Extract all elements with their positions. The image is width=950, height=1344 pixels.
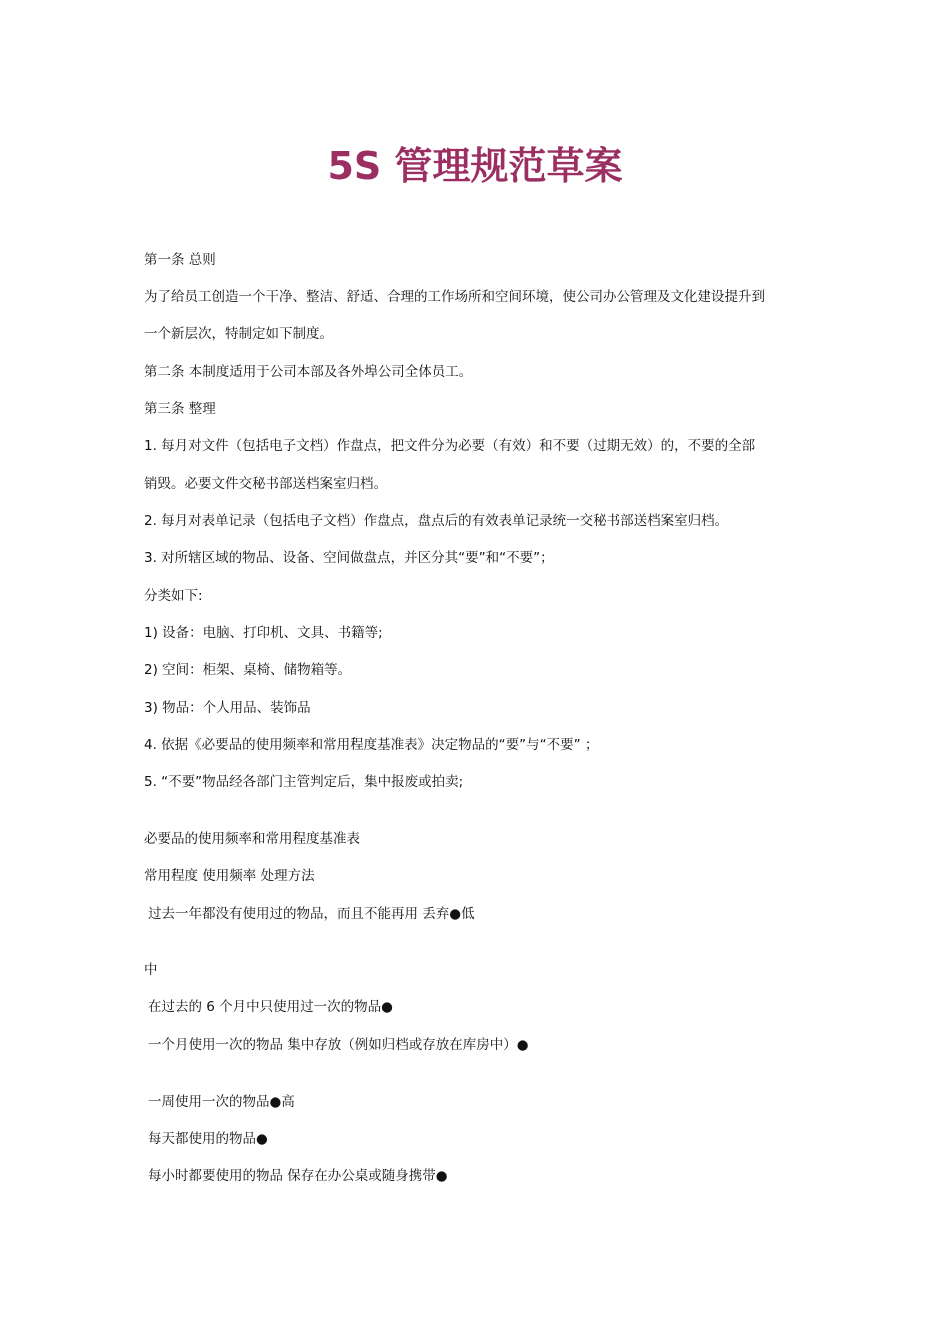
table-caption: 必要品的使用频率和常用程度基准表 bbox=[144, 831, 360, 847]
table-row-line: 每天都使用的物品● bbox=[148, 1131, 268, 1147]
paragraph-line: 第二条 本制度适用于公司本部及各外埠公司全体员工。 bbox=[144, 364, 473, 380]
paragraph-line: 第三条 整理 bbox=[144, 401, 216, 417]
paragraph-line: 3) 物品：个人用品、装饰品 bbox=[144, 700, 311, 716]
paragraph-line: 第一条 总则 bbox=[144, 252, 216, 268]
paragraph-line: 为了给员工创造一个干净、整洁、舒适、合理的工作场所和空间环境，使公司办公管理及文化建设提升到 bbox=[144, 289, 765, 305]
paragraph-line: 5. “不要”物品经各部门主管判定后，集中报废或拍卖; bbox=[144, 774, 464, 790]
paragraph-line: 2. 每月对表单记录（包括电子文档）作盘点，盘点后的有效表单记录统一交秘书部送档案室归档。 bbox=[144, 513, 729, 529]
paragraph-line: 销毁。必要文件交秘书部送档案室归档。 bbox=[144, 476, 387, 492]
paragraph-line: 1. 每月对文件（包括电子文档）作盘点，把文件分为必要（有效）和不要（过期无效）的，不要的全部 bbox=[144, 438, 756, 454]
paragraph-line: 分类如下: bbox=[144, 588, 203, 604]
table-row-line: 中 bbox=[144, 962, 158, 978]
table-row-line: 每小时都要使用的物品 保存在办公桌或随身携带● bbox=[148, 1168, 448, 1184]
paragraph-line: 2) 空间：柜架、桌椅、储物箱等。 bbox=[144, 662, 352, 678]
table-row-line: 过去一年都没有使用过的物品，而且不能再用 丢弃●低 bbox=[148, 906, 475, 922]
document-title: 5S 管理规范草案 bbox=[327, 144, 623, 188]
paragraph-line: 4. 依据《必要品的使用频率和常用程度基准表》决定物品的“要”与“不要” ； bbox=[144, 737, 599, 753]
table-row-line: 一个月使用一次的物品 集中存放（例如归档或存放在库房中）● bbox=[148, 1037, 529, 1053]
paragraph-line: 1) 设备：电脑、打印机、文具、书籍等; bbox=[144, 625, 383, 641]
table-header-line: 常用程度 使用频率 处理方法 bbox=[144, 868, 315, 884]
table-row-line: 一周使用一次的物品●高 bbox=[148, 1094, 295, 1110]
table-row-line: 在过去的 6 个月中只使用过一次的物品● bbox=[148, 999, 393, 1015]
paragraph-line: 3. 对所辖区域的物品、设备、空间做盘点，并区分其“要”和“不要”； bbox=[144, 550, 554, 566]
paragraph-line: 一个新层次，特制定如下制度。 bbox=[144, 326, 333, 342]
